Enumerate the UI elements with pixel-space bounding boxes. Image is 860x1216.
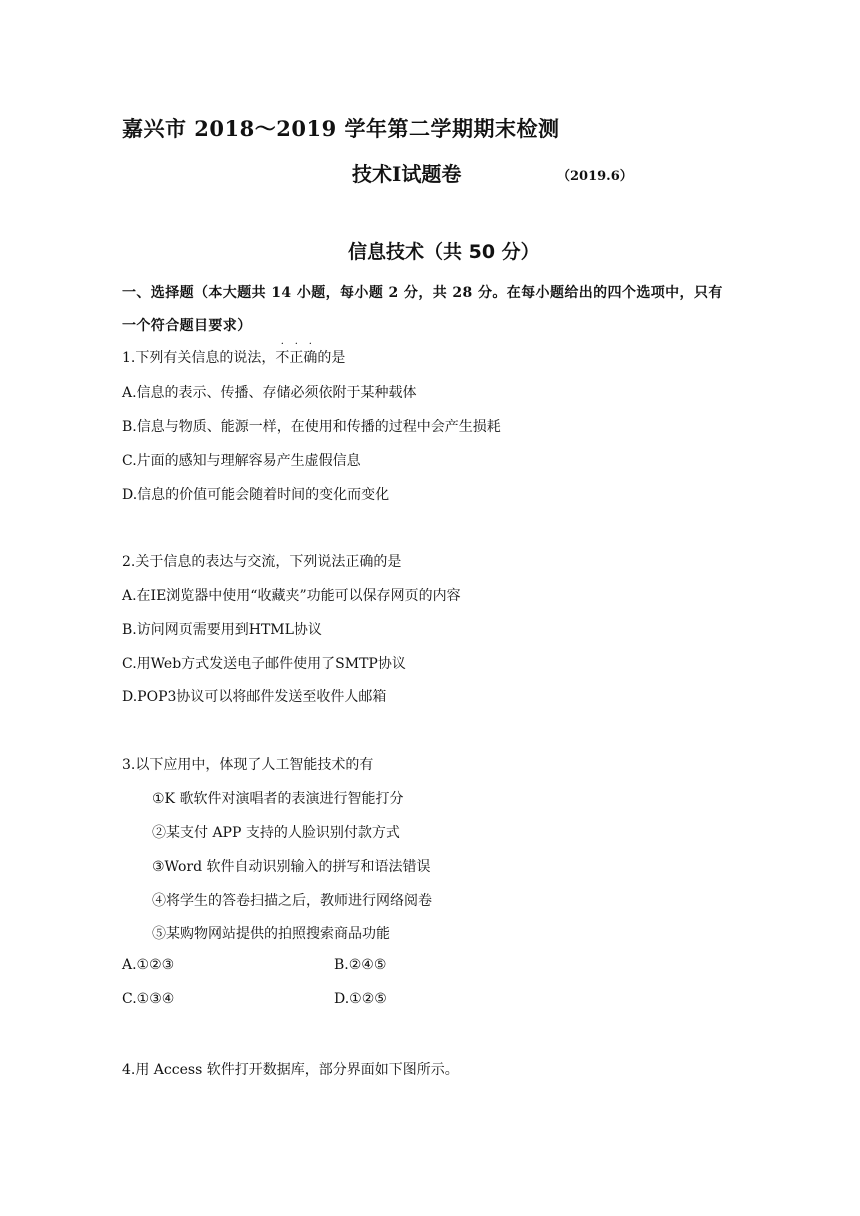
question-4-stem: 4.用 Access 软件打开数据库，部分界面如下图所示。 [122,1062,459,1078]
question-1-emphasis [275,339,318,367]
question-2-option-a: A.在IE浏览器中使用“收藏夹”功能可以保存网页的内容 [122,588,461,604]
question-1-stem-suffix: 的是 [317,350,346,366]
question-3-option-d: D.①②⑤ [334,991,387,1007]
question-3-stem: 3.以下应用中，体现了人工智能技术的有 [122,757,374,773]
question-1-option-d: D.信息的价值可能会随着时间的变化而变化 [122,487,390,503]
question-1-emphasis-text: 不正确 [275,350,318,366]
question-1-option-a: A.信息的表示、传播、存储必须依附于某种载体 [122,385,417,401]
exam-title: 嘉兴市 2018～2019 学年第二学期期末检测 [122,116,560,141]
question-3-option-a: A.①②③ [122,957,175,973]
question-2-option-b: B.访问网页需要用到HTML协议 [122,622,322,638]
question-3-item-1: ①K 歌软件对演唱者的表演进行智能打分 [152,791,404,807]
question-1-option-c: C.片面的感知与理解容易产生虚假信息 [122,453,361,469]
emphasis-dots: · · · [280,339,312,350]
question-1-stem [122,339,346,367]
question-3-item-2: ②某支付 APP 支持的人脸识别付款方式 [152,825,400,841]
section-title: 信息技术（共 50 分） [348,241,540,263]
question-3-item-5: ⑤某购物网站提供的拍照搜索商品功能 [152,926,390,942]
question-2-option-d: D.POP3协议可以将邮件发送至收件人邮箱 [122,689,387,705]
question-3-option-b: B.②④⑤ [334,957,387,973]
section-instruction-line-2: 一个符合题目要求） [122,318,252,334]
question-3-item-3: ③Word 软件自动识别输入的拼写和语法错误 [152,859,431,875]
question-2-option-c: C.用Web方式发送电子邮件使用了SMTP协议 [122,656,406,672]
question-2-stem: 2.关于信息的表达与交流，下列说法正确的是 [122,554,402,570]
exam-date: （2019.6） [557,169,633,184]
question-3-item-4: ④将学生的答卷扫描之后，教师进行网络阅卷 [152,893,432,909]
section-instruction-line-1: 一、选择题（本大题共 14 小题，每小题 2 分，共 28 分。在每小题给出的四个选项中，只有 [122,285,723,301]
question-3-option-c: C.①③④ [122,991,175,1007]
question-1-option-b: B.信息与物质、能源一样，在使用和传播的过程中会产生损耗 [122,419,501,435]
question-1-stem-prefix: 1.下列有关信息的说法， [122,350,276,366]
exam-subtitle: 技术Ⅰ试题卷 [352,162,462,186]
